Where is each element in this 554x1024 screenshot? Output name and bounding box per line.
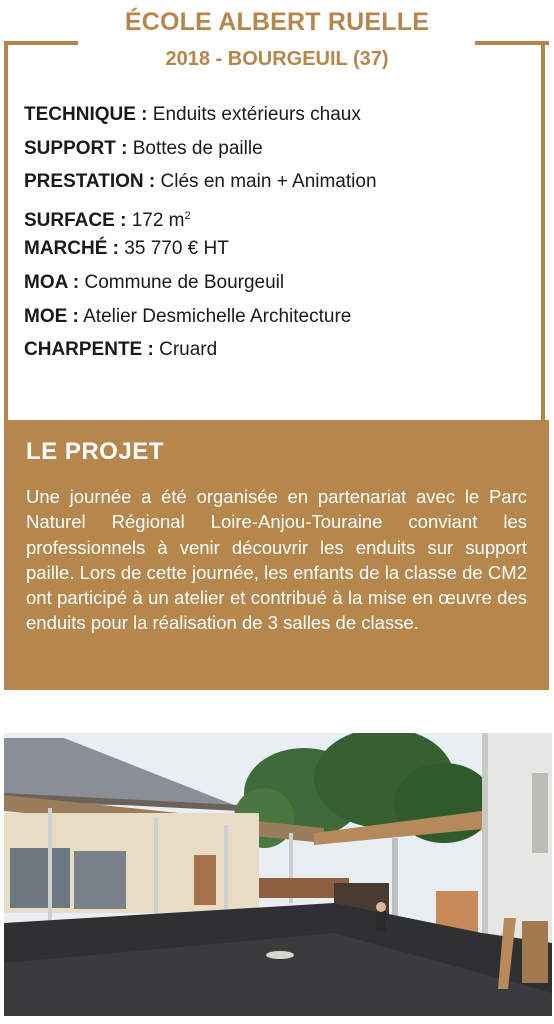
- page-title: ÉCOLE ALBERT RUELLE: [124, 8, 430, 36]
- spec-label: TECHNIQUE :: [24, 104, 148, 125]
- spec-value: Cruard: [159, 339, 218, 361]
- spec-label: MOA :: [24, 271, 80, 293]
- spec-value: Bottes de paille: [132, 137, 263, 159]
- spec-value: Clés en main + Animation: [160, 171, 377, 193]
- spec-superscript: 2: [184, 209, 191, 222]
- spec-value: 172 m: [131, 209, 185, 231]
- spec-row-technique: [24, 100, 534, 134]
- spec-row-charpente: [24, 335, 534, 369]
- school-building-photo: [4, 733, 552, 1016]
- spec-row-moa: [24, 268, 534, 302]
- spec-list: [24, 100, 534, 369]
- page-subtitle: 2018 - BOURGEUIL (37): [165, 48, 389, 70]
- spec-row-support: [24, 134, 534, 168]
- spec-value: Enduits extérieurs chaux: [152, 104, 361, 125]
- spec-value: Commune de Bourgeuil: [84, 271, 285, 293]
- projet-description: Une journée a été organisée en partenariat avec le Parc Naturel Régional Loire-Anjou-Touraine conviant les professionnels à venir découvrir les enduits sur support paille. Lors de cette journée, les enfants de la classe de CM2 ont participé à un atelier et contribué à la mise en œuvre des enduits pour la réalisation de 3 salles de classe.: [26, 486, 527, 634]
- spec-value: Atelier Desmichelle Architecture: [83, 305, 352, 327]
- spec-row-surface: [24, 201, 534, 235]
- spec-label: MOE :: [24, 305, 79, 327]
- spec-row-marche: [24, 234, 534, 268]
- spec-value: 35 770 € HT: [124, 238, 229, 260]
- spec-label: SURFACE :: [24, 209, 127, 231]
- spec-row-prestation: [24, 167, 534, 201]
- projet-heading: LE PROJET: [26, 438, 164, 465]
- spec-label: MARCHÉ :: [24, 238, 119, 260]
- spec-label: PRESTATION :: [24, 171, 156, 193]
- projet-section: [4, 420, 549, 690]
- spec-label: CHARPENTE :: [24, 339, 154, 361]
- spec-row-moe: [24, 302, 534, 336]
- spec-label: SUPPORT :: [24, 137, 128, 159]
